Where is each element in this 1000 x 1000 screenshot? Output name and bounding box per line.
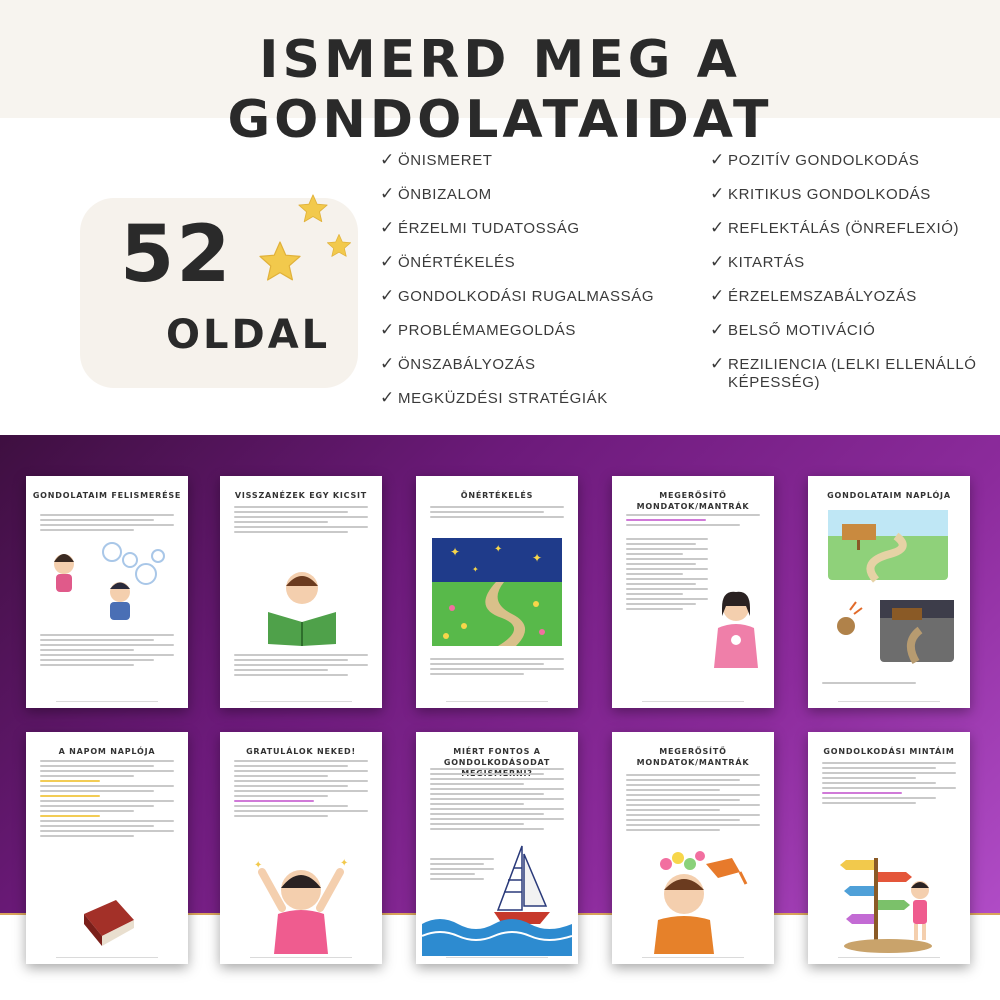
feature-list-right bbox=[710, 152, 980, 396]
check-icon: ✓ bbox=[710, 184, 725, 203]
feature-item: ✓ REZILIENCIA (LELKI ELLENÁLLÓ KÉPESSÉG) bbox=[710, 354, 977, 391]
page-preview-title: GONDOLATAIM FELISMERÉSE bbox=[32, 491, 182, 500]
feature-item: ✓ ÖNISMERET bbox=[380, 150, 493, 169]
check-icon: ✓ bbox=[710, 320, 725, 339]
signpost-girl-illustration bbox=[828, 842, 948, 954]
star-icon bbox=[325, 232, 353, 260]
page-preview bbox=[808, 476, 970, 708]
page-title: ISMERD MEG A GONDOLATAIDAT bbox=[227, 30, 773, 150]
feature-list-left bbox=[380, 152, 680, 424]
check-icon: ✓ bbox=[380, 252, 395, 271]
check-icon: ✓ bbox=[380, 218, 395, 237]
girl-celebrating-illustration bbox=[246, 850, 356, 954]
girl-meditating-illustration bbox=[708, 588, 764, 668]
page-preview-title: ÖNÉRTÉKELÉS bbox=[460, 491, 534, 500]
feature-item: ✓ KITARTÁS bbox=[710, 252, 805, 271]
check-icon: ✓ bbox=[380, 286, 395, 305]
watering-head-illustration bbox=[644, 850, 748, 954]
girl-bubbles-illustration bbox=[42, 534, 172, 624]
page-preview-title: MEGERŐSÍTŐ MONDATOK/MANTRÁK bbox=[636, 747, 750, 767]
diary-book-illustration bbox=[76, 898, 138, 948]
page-count-number: 52 bbox=[120, 210, 233, 300]
page-preview-title: GONDOLKODÁSI MINTÁIM bbox=[823, 747, 955, 756]
page-preview-title: GONDOLATAIM NAPLÓJA bbox=[827, 491, 951, 500]
svg-text:✦: ✦ bbox=[532, 551, 543, 565]
meadow-path-illustration bbox=[432, 538, 562, 646]
page-count-label: OLDAL bbox=[166, 312, 331, 358]
page-preview-title: MIÉRT FONTOS A GONDOLKODÁSODAT bbox=[443, 747, 551, 767]
journal-paths-illustration bbox=[820, 510, 960, 676]
check-icon: ✓ bbox=[710, 286, 725, 305]
page-preview bbox=[26, 476, 188, 708]
feature-item: ✓ ÉRZELMI TUDATOSSÁG bbox=[380, 218, 580, 237]
page-preview bbox=[416, 732, 578, 964]
svg-text:✦: ✦ bbox=[472, 565, 479, 574]
feature-item: ✓ PROBLÉMAMEGOLDÁS bbox=[380, 320, 576, 339]
feature-item: ✓ REFLEKTÁLÁS (ÖNREFLEXIÓ) bbox=[710, 218, 960, 237]
feature-item: ✓ ÖNSZABÁLYOZÁS bbox=[380, 354, 536, 373]
page-preview bbox=[220, 476, 382, 708]
page-preview-title: MEGERŐSÍTŐ MONDATOK/MANTRÁK bbox=[636, 491, 750, 511]
check-icon: ✓ bbox=[380, 320, 395, 339]
feature-item: ✓ ÉRZELEMSZABÁLYOZÁS bbox=[710, 286, 917, 305]
star-icon bbox=[256, 238, 304, 286]
check-icon: ✓ bbox=[710, 354, 725, 373]
page-preview-title: VISSZANÉZEK EGY KICSIT bbox=[234, 491, 368, 500]
page-preview bbox=[808, 732, 970, 964]
text-lines bbox=[40, 514, 174, 534]
page-preview-title: A NAPOM NAPLÓJA bbox=[58, 747, 156, 756]
feature-item: ✓ GONDOLKODÁSI RUGALMASSÁG bbox=[380, 286, 655, 305]
check-icon: ✓ bbox=[380, 388, 395, 407]
feature-item: ✓ ÖNBIZALOM bbox=[380, 184, 492, 203]
svg-text:✦: ✦ bbox=[450, 545, 461, 559]
feature-item: ✓ POZITÍV GONDOLKODÁS bbox=[710, 150, 920, 169]
check-icon: ✓ bbox=[380, 184, 395, 203]
feature-item: ✓ MEGKÜZDÉSI STRATÉGIÁK bbox=[380, 388, 608, 407]
check-icon: ✓ bbox=[710, 218, 725, 237]
page-preview bbox=[612, 732, 774, 964]
page-preview bbox=[26, 732, 188, 964]
check-icon: ✓ bbox=[710, 252, 725, 271]
page-preview bbox=[220, 732, 382, 964]
svg-text:✦: ✦ bbox=[340, 858, 349, 869]
sailboat-illustration bbox=[422, 840, 572, 956]
page-preview bbox=[612, 476, 774, 708]
page-preview bbox=[416, 476, 578, 708]
check-icon: ✓ bbox=[380, 354, 395, 373]
boy-reading-illustration bbox=[260, 564, 344, 646]
check-icon: ✓ bbox=[710, 150, 725, 169]
svg-text:✦: ✦ bbox=[254, 860, 263, 871]
star-icon bbox=[296, 192, 330, 226]
feature-item: ✓ KRITIKUS GONDOLKODÁS bbox=[710, 184, 931, 203]
feature-item: ✓ ÖNÉRTÉKELÉS bbox=[380, 252, 516, 271]
svg-text:✦: ✦ bbox=[494, 544, 503, 555]
feature-item: ✓ BELSŐ MOTIVÁCIÓ bbox=[710, 320, 876, 339]
page-preview-title: GRATULÁLOK NEKED! bbox=[246, 747, 356, 756]
check-icon: ✓ bbox=[380, 150, 395, 169]
